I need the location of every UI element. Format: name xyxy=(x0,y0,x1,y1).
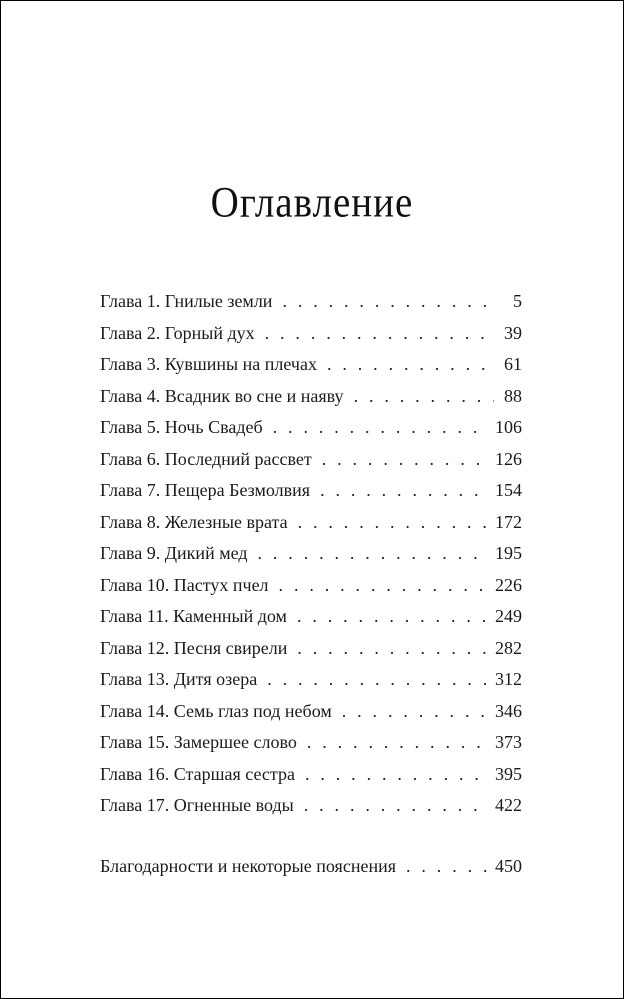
toc-entry-title: Глава 12. Песня свирели xyxy=(100,637,288,658)
toc-list xyxy=(100,291,522,827)
dot-leader xyxy=(320,480,489,501)
dot-leader xyxy=(327,354,494,375)
toc-entry-title: Глава 14. Семь глаз под небом xyxy=(100,700,332,721)
dot-leader xyxy=(307,732,489,753)
toc-entry[interactable] xyxy=(100,323,522,355)
toc-page-number: 249 xyxy=(495,606,522,626)
toc-entry[interactable] xyxy=(100,764,522,796)
toc-entry-title: Глава 13. Дитя озера xyxy=(100,669,258,689)
toc-entry-title: Глава 3. Кувшины на плечах xyxy=(100,354,317,374)
toc-entry-title: Глава 7. Пещера Безмолвия xyxy=(100,480,311,500)
toc-entry[interactable] xyxy=(100,480,522,512)
dot-leader xyxy=(342,701,489,722)
toc-entry-title: Глава 9. Дикий мед xyxy=(100,543,248,563)
toc-page-number: 5 xyxy=(513,291,522,311)
toc-entry[interactable] xyxy=(100,354,522,386)
dot-leader xyxy=(298,512,489,533)
toc-page-number: 395 xyxy=(495,763,522,784)
toc-entry[interactable] xyxy=(100,701,522,733)
toc-entry-title: Глава 16. Старшая сестра xyxy=(100,763,295,784)
dot-leader xyxy=(258,543,490,564)
dot-leader xyxy=(297,606,489,627)
toc-entry-title: Глава 17. Огненные воды xyxy=(100,795,294,815)
toc-entry[interactable] xyxy=(100,417,522,449)
page-title: Оглавление xyxy=(210,178,414,227)
toc-appendix-entry[interactable] xyxy=(100,856,522,888)
toc-page-number: 154 xyxy=(495,480,522,500)
toc-entry-title: Глава 10. Пастух пчел xyxy=(100,574,269,595)
toc-entry-title: Глава 2. Горный дух xyxy=(100,322,255,343)
dot-leader xyxy=(304,795,489,816)
toc-entry[interactable] xyxy=(100,386,522,418)
toc-page-number: 172 xyxy=(495,511,522,532)
dot-leader xyxy=(267,669,489,690)
toc-entry[interactable] xyxy=(100,669,522,701)
toc-entry[interactable] xyxy=(100,795,522,827)
dot-leader xyxy=(265,323,494,344)
toc-entry[interactable] xyxy=(100,543,522,575)
toc-page-number: 226 xyxy=(495,574,522,595)
toc-entry[interactable] xyxy=(100,638,522,670)
toc-entry-title: Глава 8. Железные врата xyxy=(100,511,288,532)
toc-appendix-title: Благодарности и некоторые пояснения xyxy=(100,856,396,876)
toc-page-number: 450 xyxy=(495,856,522,876)
dot-leader xyxy=(406,856,489,877)
toc-entry-title: Глава 1. Гнилые земли xyxy=(100,291,273,311)
dot-leader xyxy=(305,764,489,785)
toc-page-number: 39 xyxy=(504,322,522,343)
toc-page-number: 195 xyxy=(495,543,522,563)
toc-page-number: 422 xyxy=(495,795,522,815)
dot-leader xyxy=(273,417,489,438)
toc-page-number: 373 xyxy=(495,732,522,752)
dot-leader xyxy=(297,638,489,659)
toc-entry-title: Глава 11. Каменный дом xyxy=(100,606,287,626)
dot-leader xyxy=(322,449,489,470)
toc-page-number: 312 xyxy=(495,669,522,689)
dot-leader xyxy=(282,291,494,312)
toc-entry[interactable] xyxy=(100,732,522,764)
toc-page-number: 126 xyxy=(495,448,522,469)
toc-page-number: 106 xyxy=(495,417,522,437)
toc-page-number: 282 xyxy=(495,637,522,658)
toc-entry-title: Глава 4. Всадник во сне и наяву xyxy=(100,385,344,406)
toc-page-number: 88 xyxy=(504,385,522,406)
dot-leader xyxy=(354,386,494,407)
toc-entry-title: Глава 6. Последний рассвет xyxy=(100,448,312,469)
toc-entry-title: Глава 5. Ночь Свадеб xyxy=(100,417,263,437)
toc-entry[interactable] xyxy=(100,449,522,481)
toc-entry-title: Глава 15. Замершее слово xyxy=(100,732,297,752)
toc-entry[interactable] xyxy=(100,606,522,638)
toc-entry[interactable] xyxy=(100,512,522,544)
toc-page-number: 61 xyxy=(504,354,522,374)
dot-leader xyxy=(279,575,489,596)
toc-entry[interactable] xyxy=(100,575,522,607)
toc-entry[interactable] xyxy=(100,291,522,323)
toc-page-number: 346 xyxy=(495,700,522,721)
